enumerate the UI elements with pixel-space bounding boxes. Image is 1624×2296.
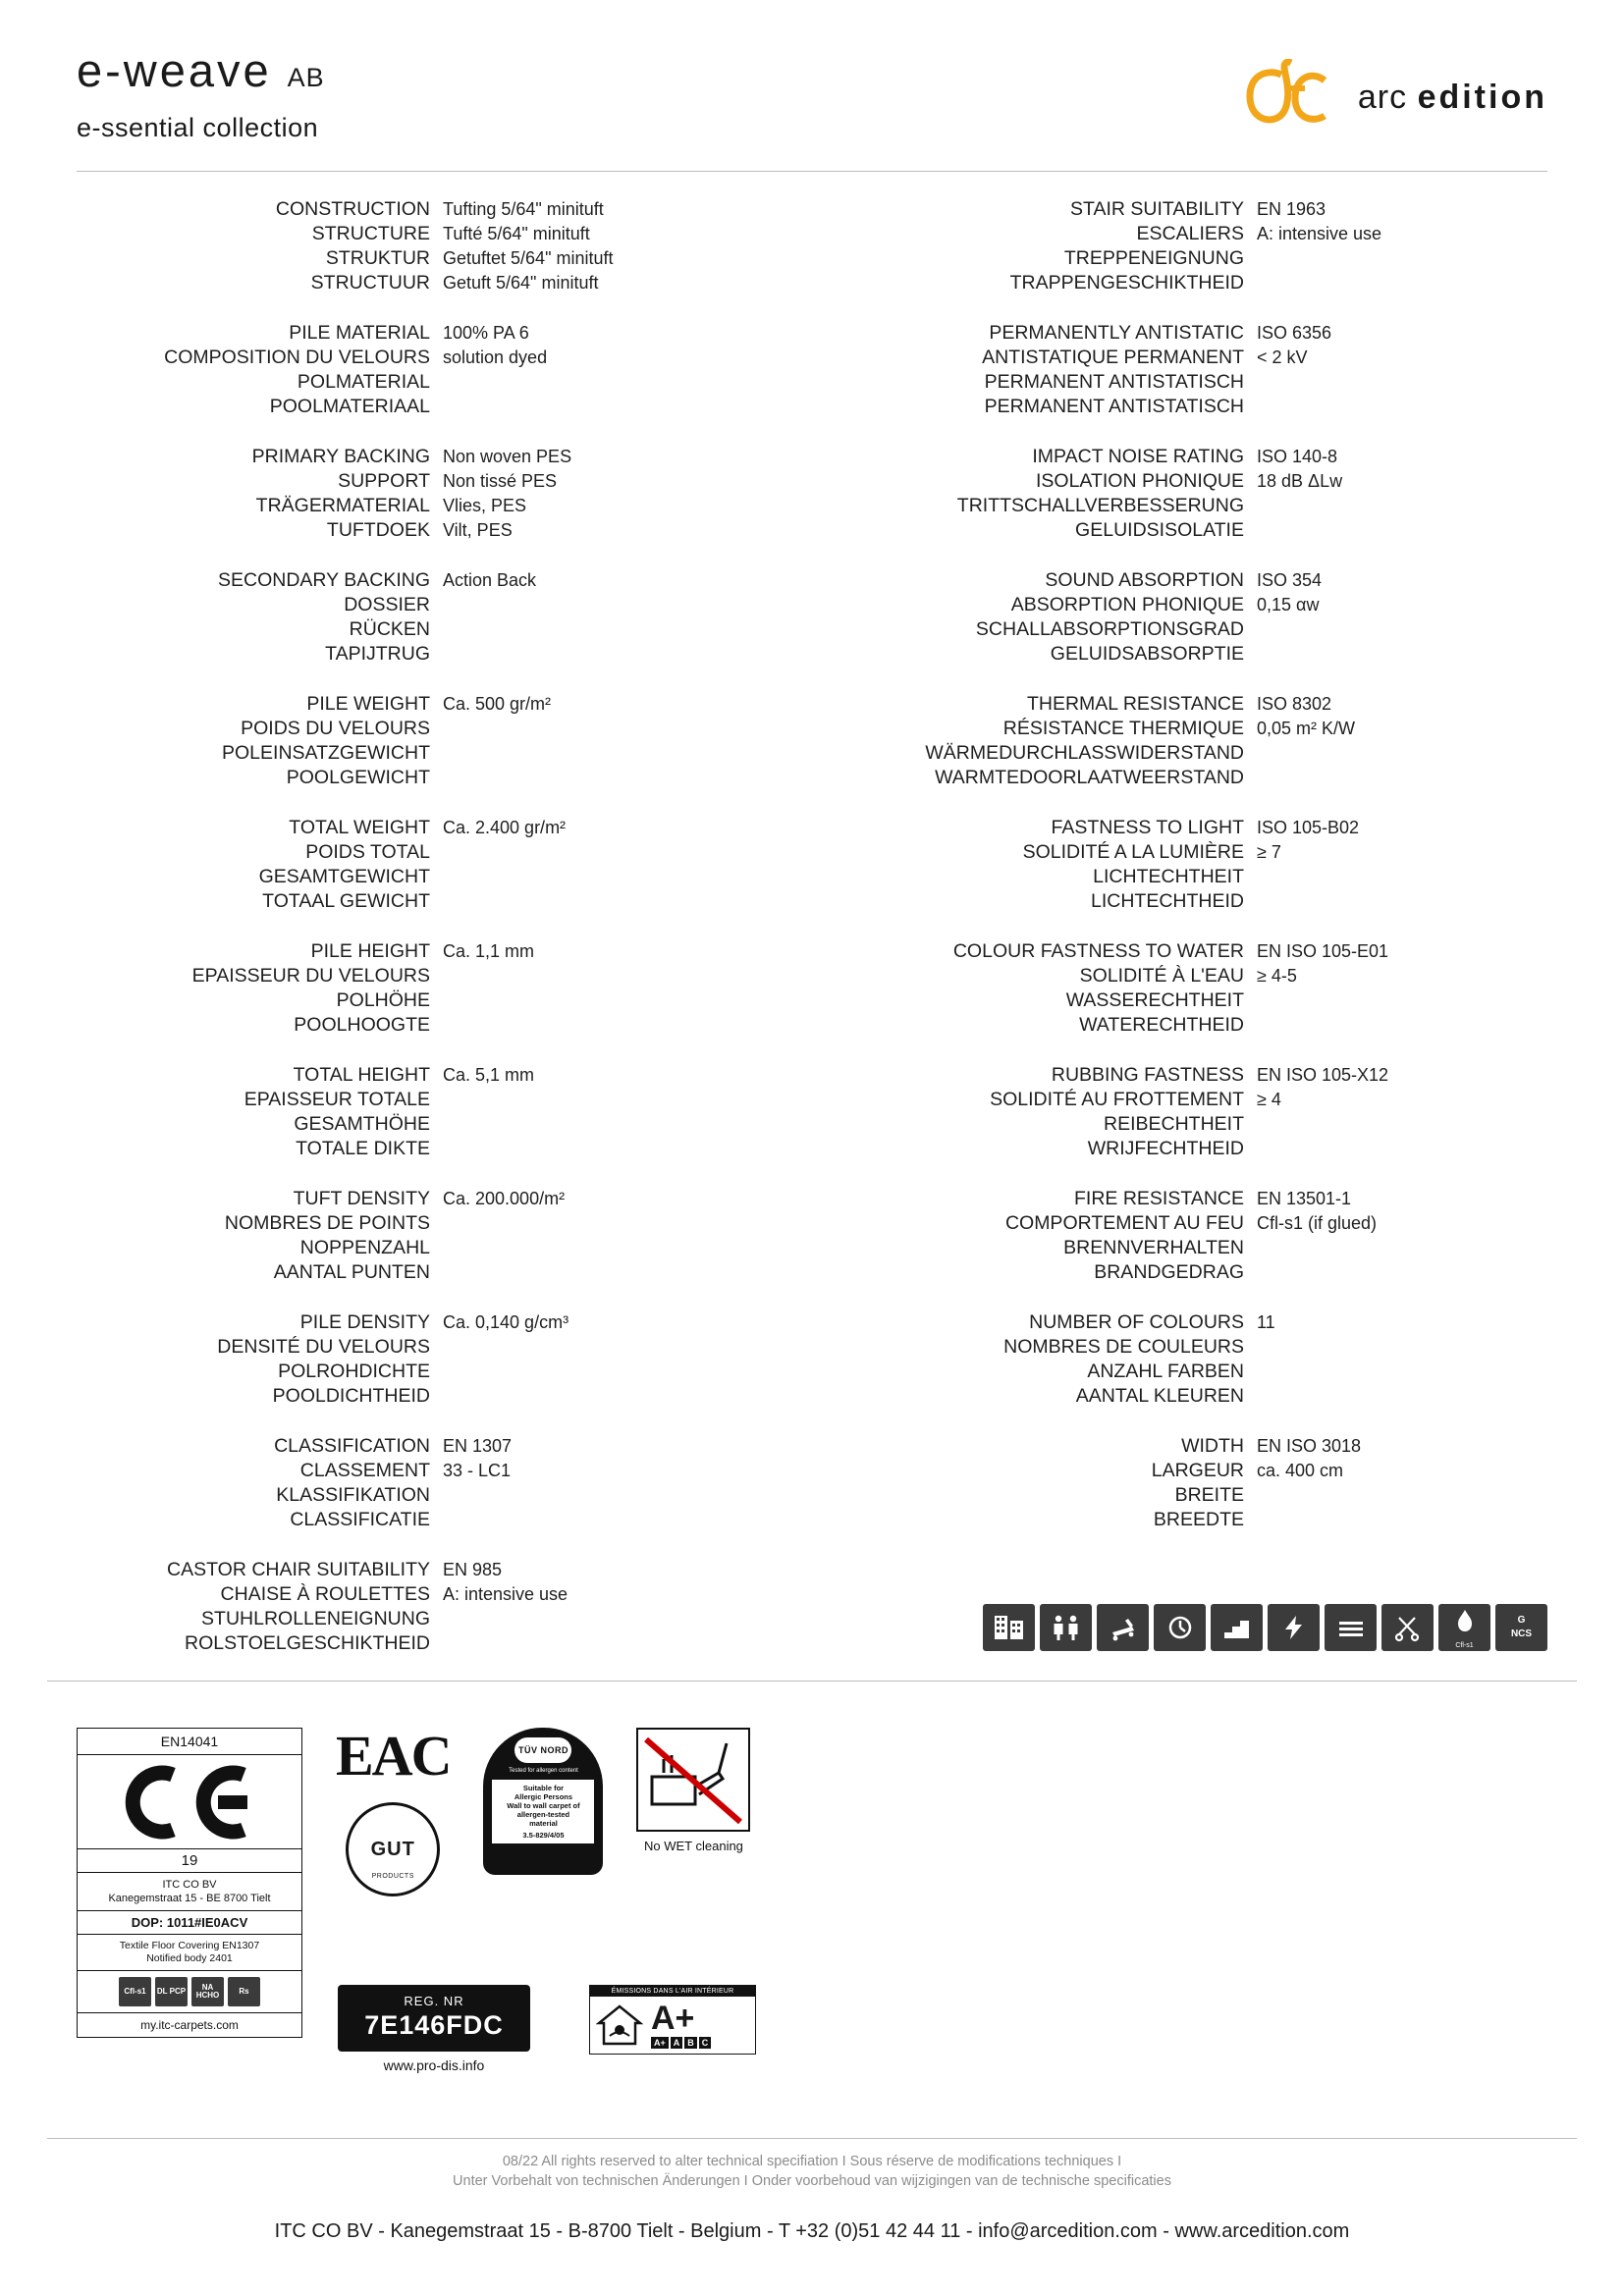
spec-label: DENSITÉ DU VELOURS <box>217 1336 430 1358</box>
ncs-label: G NCS <box>1510 1615 1533 1639</box>
spec-value: 11 <box>1257 1312 1275 1332</box>
spec-label: TOTALE DIKTE <box>296 1138 430 1159</box>
spec-label: COLOUR FASTNESS TO WATER <box>952 940 1244 962</box>
spec-value: 100% PA 6 <box>443 323 529 343</box>
spec-row <box>841 816 1547 914</box>
tuv-badge-label: TÜV NORD <box>514 1737 571 1763</box>
spec-label: CLASSIFICATION <box>274 1435 430 1457</box>
spec-label: WATERECHTHEID <box>1079 1014 1244 1036</box>
spec-label: GELUIDSISOLATIE <box>1075 519 1244 541</box>
spec-row <box>841 1434 1547 1532</box>
spec-values <box>430 1063 534 1161</box>
spec-value: Ca. 200.000/m² <box>443 1189 566 1208</box>
spec-label: RÜCKEN <box>349 618 430 640</box>
spec-values <box>430 939 534 1038</box>
spec-labels <box>841 939 1244 1038</box>
spec-row <box>841 1063 1547 1161</box>
spec-label: ESCALIERS <box>1136 223 1244 244</box>
spec-values <box>1244 568 1322 667</box>
spec-labels <box>77 939 430 1038</box>
spec-values <box>1244 1434 1361 1532</box>
spec-values <box>1244 1187 1377 1285</box>
people-icon <box>1040 1604 1092 1651</box>
spec-label: CONSTRUCTION <box>275 198 430 220</box>
spec-label: POLROHDICHTE <box>278 1361 430 1382</box>
spec-values <box>430 1558 568 1656</box>
spec-label: SOLIDITÉ À L'EAU <box>1079 965 1244 987</box>
spec-label: RUBBING FASTNESS <box>1051 1064 1244 1086</box>
spec-row <box>77 1063 773 1161</box>
pictogram-strip <box>983 1604 1547 1651</box>
spec-value: ca. 400 cm <box>1257 1461 1344 1480</box>
spec-label: TOTAL WEIGHT <box>289 817 430 838</box>
page-header <box>77 0 1547 143</box>
ncs-icon <box>1495 1604 1547 1651</box>
product-name: e-weave <box>77 44 272 96</box>
spec-label: SOUND ABSORPTION <box>1045 569 1244 591</box>
castor-chair-icon <box>1097 1604 1149 1651</box>
spec-value: ISO 140-8 <box>1257 447 1338 466</box>
spec-row <box>77 939 773 1038</box>
spec-values <box>1244 939 1388 1038</box>
ce-number: 19 <box>78 1849 301 1873</box>
spec-value: A: intensive use <box>1257 224 1382 243</box>
spec-label: BREITE <box>1174 1484 1244 1506</box>
prodis-website: www.pro-dis.info <box>383 2057 485 2073</box>
spec-labels <box>77 1310 430 1409</box>
emission-house-icon <box>596 2003 643 2047</box>
spec-value: EN ISO 105-X12 <box>1257 1065 1389 1085</box>
spec-values <box>1244 445 1342 543</box>
spec-label: EPAISSEUR TOTALE <box>244 1089 430 1110</box>
spec-label: BRENNVERHALTEN <box>1063 1237 1244 1258</box>
spec-label: TOTAAL GEWICHT <box>262 890 430 912</box>
underfloor-heating-icon <box>1154 1604 1206 1651</box>
spec-row <box>841 568 1547 667</box>
spec-values <box>430 1310 568 1409</box>
spec-labels <box>77 692 430 790</box>
ce-standard: EN14041 <box>78 1729 301 1755</box>
spec-labels <box>841 1063 1244 1161</box>
tuv-claim: Suitable for Allergic Persons Wall to wall carpet of allergen-tested material 3.5-829/4/05 <box>492 1780 594 1843</box>
spec-label: POLMATERIAL <box>297 371 430 393</box>
spec-label: PERMANENT ANTISTATISCH <box>984 396 1244 417</box>
spec-label: ANZAHL FARBEN <box>1087 1361 1244 1382</box>
spec-label: REIBECHTHEIT <box>1103 1113 1244 1135</box>
brand-arc: arc <box>1357 78 1408 116</box>
spec-label: NOMBRES DE POINTS <box>224 1212 430 1234</box>
emission-scale: A+ A B C <box>651 2037 711 2049</box>
spec-label: COMPOSITION DU VELOURS <box>164 347 430 368</box>
spec-value: Cfl-s1 (if glued) <box>1257 1213 1378 1233</box>
specs-column-right <box>812 197 1547 1682</box>
spec-label: RÉSISTANCE THERMIQUE <box>1002 718 1244 739</box>
eac-gut-column <box>336 1724 451 1896</box>
spec-label: SECONDARY BACKING <box>217 569 430 591</box>
spec-label: SOLIDITÉ AU FROTTEMENT <box>990 1089 1244 1110</box>
spec-value: ≥ 4-5 <box>1257 966 1297 986</box>
specs-column-left <box>77 197 812 1682</box>
spec-labels <box>77 321 430 419</box>
spec-value: Action Back <box>443 570 537 590</box>
pcp-mini-icon: DL PCP <box>155 1977 188 2006</box>
spec-label: SCHALLABSORPTIONSGRAD <box>975 618 1244 640</box>
spec-label: PERMANENT ANTISTATISCH <box>984 371 1244 393</box>
spec-value: Getuftet 5/64" minituft <box>443 248 614 268</box>
spec-values <box>430 692 551 790</box>
spec-label: WRIJFECHTHEID <box>1087 1138 1244 1159</box>
spec-label: CASTOR CHAIR SUITABILITY <box>167 1559 430 1580</box>
page-title <box>77 44 325 96</box>
spec-label: GESAMTHÖHE <box>294 1113 430 1135</box>
tuv-seal <box>483 1728 603 1875</box>
spec-value: EN 1963 <box>1257 199 1326 219</box>
spec-value: 18 dB ΔLw <box>1257 471 1343 491</box>
spec-labels <box>77 1434 430 1532</box>
spec-row <box>77 197 773 295</box>
spec-label: STAIR SUITABILITY <box>1070 198 1244 220</box>
spec-label: SOLIDITÉ A LA LUMIÈRE <box>1022 841 1244 863</box>
spec-label: BREEDTE <box>1153 1509 1244 1530</box>
ce-dop: DOP: 1011#IE0ACV <box>78 1911 301 1935</box>
spec-label: POOLHOOGTE <box>294 1014 430 1036</box>
spec-label: PILE HEIGHT <box>310 940 430 962</box>
spec-value: ≥ 7 <box>1257 842 1281 862</box>
spec-value: Ca. 1,1 mm <box>443 941 535 961</box>
spec-label: POOLDICHTHEID <box>272 1385 430 1407</box>
ce-icon-row <box>78 1971 301 2013</box>
gut-sublabel: PRODUCTS <box>371 1873 414 1880</box>
object-use-icon <box>983 1604 1035 1651</box>
spec-value: EN ISO 3018 <box>1257 1436 1362 1456</box>
spec-labels <box>841 1187 1244 1285</box>
spec-label: NUMBER OF COLOURS <box>1029 1311 1244 1333</box>
spec-row <box>77 321 773 419</box>
spec-labels <box>77 1063 430 1161</box>
spec-label: WARMTEDOORLAATWEERSTAND <box>935 767 1244 788</box>
emission-grade: A+ <box>651 2000 695 2037</box>
brand-wordmark <box>1358 79 1547 117</box>
header-divider <box>77 171 1547 172</box>
fire-class-label: Cfl-s1 <box>1455 1641 1474 1649</box>
spec-label: EPAISSEUR DU VELOURS <box>191 965 430 987</box>
spec-value: EN 13501-1 <box>1257 1189 1352 1208</box>
footer-note: 08/22 All rights reserved to alter technical specifiation I Sous réserve de modifications techniques I Unter Vorbehalt von technischen Änderungen I Onder voorbehoud van wijzigingen van de technische specificaties <box>453 2154 1171 2189</box>
spec-labels <box>77 1558 430 1656</box>
no-wet-cleaning-icon <box>636 1728 750 1832</box>
spec-label: IMPACT NOISE RATING <box>1032 446 1244 467</box>
spec-value: Ca. 0,140 g/cm³ <box>443 1312 569 1332</box>
spec-labels <box>841 692 1244 790</box>
specifications <box>77 197 1547 1682</box>
spec-values <box>430 816 566 914</box>
spec-labels <box>841 1434 1244 1532</box>
spec-label: SUPPORT <box>338 470 430 492</box>
spec-labels <box>841 197 1244 295</box>
spec-label: KLASSIFIKATION <box>276 1484 430 1506</box>
spec-row <box>841 939 1547 1038</box>
spec-row <box>77 568 773 667</box>
spec-label: FASTNESS TO LIGHT <box>1051 817 1244 838</box>
spec-labels <box>841 1310 1244 1409</box>
spec-label: NOPPENZAHL <box>299 1237 430 1258</box>
sound-absorption-icon <box>1325 1604 1377 1651</box>
spec-value: A: intensive use <box>443 1584 568 1604</box>
ce-label-block <box>77 1728 302 2038</box>
ce-mark-icon <box>78 1755 301 1849</box>
brand-logo <box>1238 59 1547 135</box>
spec-label: TREPPENEIGNUNG <box>1063 247 1244 269</box>
spec-value: ≥ 4 <box>1257 1090 1281 1109</box>
ce-description: Textile Floor Covering EN1307 Notified body 2401 <box>78 1935 301 1971</box>
eac-mark-icon: EAC <box>336 1724 451 1788</box>
no-wet-cleaning-caption: No WET cleaning <box>644 1839 743 1853</box>
spec-label: WIDTH <box>1181 1435 1244 1457</box>
spec-row <box>77 692 773 790</box>
spec-row <box>841 445 1547 543</box>
footer-address: ITC CO BV - Kanegemstraat 15 - B-8700 Tielt - Belgium - T +32 (0)51 42 44 11 - info@arcedition.com - www.arcedition.com <box>274 2220 1350 2242</box>
spec-label: PILE DENSITY <box>299 1311 430 1333</box>
spec-values <box>1244 692 1355 790</box>
spec-label: WÄRMEDURCHLASSWIDERSTAND <box>925 742 1244 764</box>
spec-value: 0,05 m² K/W <box>1257 719 1356 738</box>
product-titles <box>77 44 325 143</box>
spec-label: LARGEUR <box>1151 1460 1244 1481</box>
spec-label: TOTAL HEIGHT <box>293 1064 430 1086</box>
stairs-icon <box>1211 1604 1263 1651</box>
spec-row <box>77 1310 773 1409</box>
regnr-title: REG. NR <box>404 1994 464 2008</box>
spec-values <box>430 445 571 543</box>
cert-divider <box>47 1681 1577 1682</box>
spec-label: ROLSTOELGESCHIKTHEID <box>185 1632 430 1654</box>
fire-resistance-icon <box>1438 1604 1490 1651</box>
spec-labels <box>77 568 430 667</box>
antistatic-icon <box>1268 1604 1320 1651</box>
ce-website: my.itc-carpets.com <box>140 2018 239 2032</box>
spec-label: TRAPPENGESCHIKTHEID <box>1009 272 1244 294</box>
spec-value: Tufting 5/64" minituft <box>443 199 604 219</box>
spec-values <box>1244 197 1381 295</box>
spec-row <box>841 1310 1547 1409</box>
gut-seal-icon <box>346 1802 440 1896</box>
spec-label: FIRE RESISTANCE <box>1074 1188 1244 1209</box>
spec-value: 33 - LC1 <box>443 1461 512 1480</box>
spec-value: EN ISO 105-E01 <box>1257 941 1389 961</box>
no-wet-cleaning-block <box>636 1728 750 1853</box>
spec-label: PILE MATERIAL <box>289 322 430 344</box>
spec-row <box>841 1187 1547 1285</box>
product-code: AB <box>287 63 325 92</box>
spec-label: STUHLROLLENEIGNUNG <box>201 1608 430 1629</box>
scissors-cut-icon <box>1381 1604 1434 1651</box>
spec-value: solution dyed <box>443 347 548 367</box>
spec-value: ISO 105-B02 <box>1257 818 1360 837</box>
spec-label: NOMBRES DE COULEURS <box>1003 1336 1244 1358</box>
spec-value: Non woven PES <box>443 447 572 466</box>
gut-label: GUT <box>370 1838 415 1860</box>
spec-value: Ca. 5,1 mm <box>443 1065 535 1085</box>
spec-label: ISOLATION PHONIQUE <box>1035 470 1244 492</box>
spec-labels <box>841 445 1244 543</box>
spec-label: LICHTECHTHEID <box>1090 890 1244 912</box>
spec-label: STRUCTUUR <box>310 272 430 294</box>
spec-labels <box>77 197 430 295</box>
spec-value: 0,15 αw <box>1257 595 1320 614</box>
spec-labels <box>841 816 1244 914</box>
spec-values <box>1244 321 1331 419</box>
spec-row <box>77 1558 773 1656</box>
spec-row <box>77 1434 773 1532</box>
spec-values <box>430 1187 565 1285</box>
spec-row <box>841 321 1547 419</box>
spec-value: EN 985 <box>443 1560 503 1579</box>
spec-label: POOLGEWICHT <box>286 767 430 788</box>
footer-divider <box>47 2138 1577 2139</box>
spec-row <box>77 1187 773 1285</box>
spec-row <box>77 816 773 914</box>
spec-labels <box>77 1187 430 1285</box>
spec-label: AANTAL KLEUREN <box>1075 1385 1244 1407</box>
spec-label: STRUKTUR <box>325 247 430 269</box>
spec-label: POLHÖHE <box>336 989 430 1011</box>
spec-label: ANTISTATIQUE PERMANENT <box>982 347 1244 368</box>
spec-value: ISO 354 <box>1257 570 1323 590</box>
spec-label: DOSSIER <box>344 594 430 615</box>
spec-label: TUFT DENSITY <box>293 1188 430 1209</box>
spec-label: CLASSIFICATIE <box>290 1509 430 1530</box>
spec-label: ABSORPTION PHONIQUE <box>1010 594 1244 615</box>
spec-value: Getuft 5/64" minituft <box>443 273 599 293</box>
spec-values <box>1244 816 1359 914</box>
arc-monogram-icon <box>1238 59 1332 135</box>
spec-label: COMPORTEMENT AU FEU <box>1004 1212 1244 1234</box>
spec-label: POIDS DU VELOURS <box>241 718 430 739</box>
spec-label: GESAMTGEWICHT <box>258 866 430 887</box>
spec-values <box>1244 1310 1275 1409</box>
spec-value: Tufté 5/64" minituft <box>443 224 590 243</box>
ce-company: ITC CO BV Kanegemstraat 15 - BE 8700 Tielt <box>78 1873 301 1911</box>
spec-row <box>841 197 1547 295</box>
spec-labels <box>841 321 1244 419</box>
fire-class-mini-icon: Cfl-s1 <box>119 1977 151 2006</box>
spec-value: Vilt, PES <box>443 520 513 540</box>
spec-value: Ca. 500 gr/m² <box>443 694 552 714</box>
spec-value: EN 1307 <box>443 1436 513 1456</box>
spec-value: ISO 8302 <box>1257 694 1332 714</box>
collection-subtitle: e-ssential collection <box>77 113 319 142</box>
spec-values <box>430 321 547 419</box>
spec-value: Vlies, PES <box>443 496 527 515</box>
spec-value: Non tissé PES <box>443 471 558 491</box>
spec-values <box>1244 1063 1388 1161</box>
spec-label: POIDS TOTAL <box>305 841 430 863</box>
spec-labels <box>77 445 430 543</box>
antistatic-mini-icon: Rs <box>228 1977 260 2006</box>
indoor-air-emission-label <box>589 1985 756 2055</box>
spec-labels <box>841 568 1244 667</box>
spec-label: WASSERECHTHEIT <box>1065 989 1244 1011</box>
tuv-lines: Tested for allergen content <box>509 1768 578 1774</box>
spec-label: BRANDGEDRAG <box>1094 1261 1244 1283</box>
spec-values <box>430 1434 512 1532</box>
spec-values <box>430 568 536 667</box>
spec-label: PERMANENTLY ANTISTATIC <box>989 322 1244 344</box>
spec-label: CHAISE À ROULETTES <box>220 1583 430 1605</box>
spec-value: < 2 kV <box>1257 347 1308 367</box>
spec-values <box>430 197 613 295</box>
spec-label: LICHTECHTHEIT <box>1093 866 1244 887</box>
spec-labels <box>77 816 430 914</box>
spec-label: STRUCTURE <box>311 223 430 244</box>
spec-value: ISO 6356 <box>1257 323 1332 343</box>
spec-label: POLEINSATZGEWICHT <box>222 742 430 764</box>
spec-label: THERMAL RESISTANCE <box>1026 693 1244 715</box>
brand-edition: edition <box>1417 78 1547 116</box>
spec-label: TUFTDOEK <box>326 519 430 541</box>
spec-label: TAPIJTRUG <box>325 643 430 665</box>
hcho-mini-icon: NA HCHO <box>191 1977 224 2006</box>
spec-row <box>841 692 1547 790</box>
spec-label: TRÄGERMATERIAL <box>255 495 430 516</box>
spec-label: PILE WEIGHT <box>306 693 430 715</box>
spec-label: POOLMATERIAAL <box>269 396 430 417</box>
spec-value: Ca. 2.400 gr/m² <box>443 818 567 837</box>
spec-row <box>77 445 773 543</box>
emission-title: ÉMISSIONS DANS L'AIR INTÉRIEUR <box>590 1986 755 1997</box>
spec-label: PRIMARY BACKING <box>251 446 430 467</box>
spec-label: TRITTSCHALLVERBESSERUNG <box>956 495 1244 516</box>
regnr-code: 7E146FDC <box>364 2010 504 2040</box>
spec-label: AANTAL PUNTEN <box>273 1261 430 1283</box>
spec-label: CLASSEMENT <box>299 1460 430 1481</box>
spec-label: GELUIDSABSORPTIE <box>1050 643 1244 665</box>
prodis-registration <box>338 1985 530 2073</box>
